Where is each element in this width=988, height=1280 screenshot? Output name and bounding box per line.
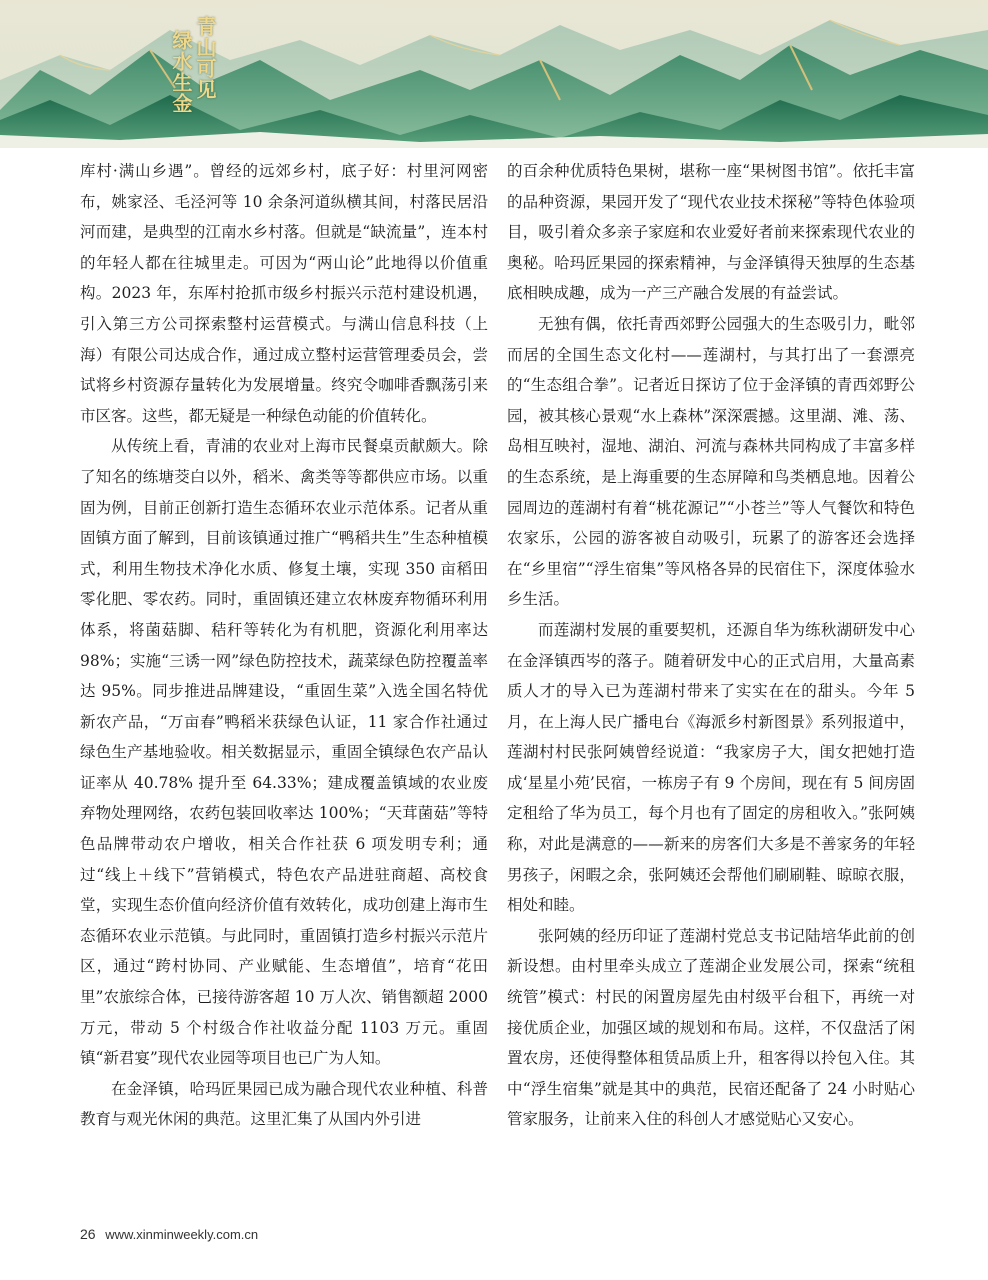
landscape-illustration (0, 0, 988, 148)
paragraph: 库村·满山乡遇”。曾经的远郊乡村，底子好：村里河网密布，姚家泾、毛泾河等 10 余条河道纵横其间，村落民居沿河而建，是典型的江南水乡村落。但就是“缺流量”，连本村的年轻人都在往城里走。可因为“两山论”此地得以价值重构。2023 年，东厍村抢抓市级乡村振兴示范村建设机遇，引入第三方公司探索整村运营模式。与满山信息科技（上海）有限公司达成合作，通过成立整村运营管理委员会，尝试将乡村资源存量转化为发展增量。终究令咖啡香飘荡引来市区客。这些，都无疑是一种绿色动能的价值转化。 (80, 162, 488, 425)
section-title-line-2: 绿水生金 (169, 30, 193, 114)
paragraph: 无独有偶，依托青西郊野公园强大的生态吸引力，毗邻而居的全国生态文化村——莲湖村，与其打出了一套漂亮的“生态组合拳”。记者近日探访了位于金泽镇的青西郊野公园，被其核心景观“水上森林”深深震撼。这里湖、滩、荡、岛相互映衬，湿地、湖泊、河流与森林共同构成了丰富多样的生态系统，是上海重要的生态屏障和鸟类栖息地。因着公园周边的莲湖村有着“桃花源记”“小苍兰”等人气餐饮和特色农家乐，公园的游客被自动吸引，玩累了的游客还会选择在“乡里宿”“浮生宿集”等风格各异的民宿住下，深度体验水乡生活。 (507, 314, 915, 609)
paragraph: 的百余种优质特色果树，堪称一座“果树图书馆”。依托丰富的品种资源，果园开发了“现代农业技术探秘”等特色体验项目，吸引着众多亲子家庭和农业爱好者前来探索现代农业的奥秘。哈玛匠果园的探索精神，与金泽镇得天独厚的生态基底相映成趣，成为一产三产融合发展的有益尝试。 (507, 162, 915, 303)
paragraph: 在金泽镇，哈玛匠果园已成为融合现代农业种植、科普教育与观光休闲的典范。这里汇集了从国内外引进 (80, 1079, 488, 1129)
website-link[interactable]: www.xinminweekly.com.cn (105, 1227, 259, 1242)
paragraph: 张阿姨的经历印证了莲湖村党总支书记陆培华此前的创新设想。由村里牵头成立了莲湖企业发展公司，探索“统租统管”模式：村民的闲置房屋先由村级平台租下，再统一对接优质企业，加强区域的规划和布局。这样，不仅盘活了闲置农房，还使得整体租赁品质上升，租客得以拎包入住。其中“浮生宿集”就是其中的典范，民宿还配备了 24 小时贴心管家服务，让前来入住的科创人才感觉贴心又安心。 (507, 926, 915, 1129)
paragraph: 从传统上看，青浦的农业对上海市民餐桌贡献颇大。除了知名的练塘茭白以外，稻米、禽类等等都供应市场。以重固为例，目前正创新打造生态循环农业示范体系。记者从重固镇方面了解到，目前该镇通过推广“鸭稻共生”生态种植模式，利用生物技术净化水质、修复土壤，实现 350 亩稻田零化肥、零农药。同时，重固镇还建立农林废弃物循环利用体系，将菌菇脚、秸秆等转化为有机肥，资源化利用率达 98%；实施“三诱一网”绿色防控技术，蔬菜绿色防控覆盖率达 95%。同步推进品牌建设，“重固生菜”入选全国名特优新农产品，“万亩春”鸭稻米获绿色认证，11 家合作社通过绿色生产基地验收。相关数据显示，重固全镇绿色农产品认证率从 40.78% 提升至 64.33%；建成覆盖镇域的农业废弃物处理网络，农药包装回收率达 100%；“天茸菌菇”等特色品牌带动农户增收，相关合作社获 6 项发明专利；通过“线上＋线下”营销模式，特色农产品进驻商超、高校食堂，实现生态价值向经济价值有效转化，成功创建上海市生态循环农业示范镇。与此同时，重固镇打造乡村振兴示范片区，通过“跨村协同、产业赋能、生态增值”，培育“花田里”农旅综合体，已接待游客超 10 万人次、销售额超 2000 万元，带动 5 个村级合作社收益分配 1103 万元。重固镇“新君宴”现代农业园等项目也已广为人知。 (80, 437, 488, 1068)
page-footer (80, 1226, 258, 1242)
section-title (170, 16, 216, 114)
article-column-right (507, 156, 915, 1135)
article-column-left (80, 156, 488, 1135)
section-title-line-1: 青山可见 (193, 16, 217, 100)
paragraph: 而莲湖村发展的重要契机，还源自华为练秋湖研发中心在金泽镇西岑的落子。随着研发中心的正式启用，大量高素质人才的导入已为莲湖村带来了实实在在的甜头。今年 5 月，在上海人民广播电台《海派乡村新图景》系列报道中，莲湖村村民张阿姨曾经说道：“我家房子大，闺女把她打造成‘星星小苑’民宿，一栋房子有 9 个房间，现在有 5 间房固定租给了华为员工，每个月也有了固定的房租收入。”张阿姨称，对此是满意的——新来的房客们大多是不善家务的年轻男孩子，闲暇之余，张阿姨还会帮他们刷刷鞋、晾晾衣服，相处和睦。 (507, 620, 915, 915)
page-number: 26 (80, 1226, 96, 1242)
header-banner (0, 0, 988, 148)
